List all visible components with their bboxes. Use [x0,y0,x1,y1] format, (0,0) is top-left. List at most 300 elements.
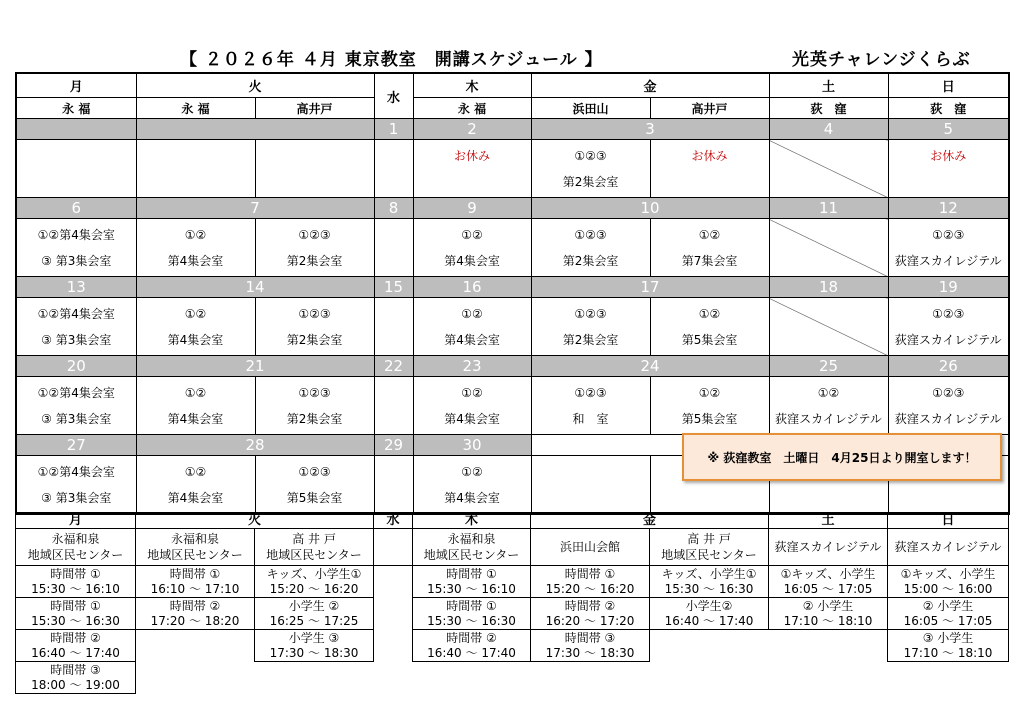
class-room [17,169,136,195]
date-cell-wed: 22 [374,356,413,377]
date-cell-sun: 19 [888,277,1009,298]
weekday-mon: 月 [16,73,136,98]
class-cell-sun [888,377,1009,435]
class-room: ③ 第3集会室 [41,253,112,268]
class-row [16,377,1009,435]
time-cell-mon [16,662,136,694]
date-cell-sat: 25 [769,356,888,377]
time-slot-label: 小学生② [685,598,733,613]
date-cell-sat: 11 [769,198,888,219]
date-cell-sun: 26 [888,356,1009,377]
class-slots [770,143,888,169]
class-cell-fri2 [650,140,769,198]
date-cell-mon [16,119,136,140]
class-slots [375,380,413,406]
time-slot-label: 時間帯 ① [50,598,101,613]
class-slots: ①② [698,385,721,400]
class-cell-mon [16,219,136,277]
location-sat: 荻 窪 [769,98,888,119]
class-room: 荻窪スカイレジテル [894,332,1002,347]
date-cell-mon: 13 [16,277,136,298]
class-slots: ①②③ [298,385,331,400]
class-slots: ①② [461,464,483,479]
class-slots: ①② [184,227,207,242]
class-cell-mon [16,377,136,435]
class-cell-thu [413,456,531,515]
class-cell-fri1 [531,140,650,198]
class-slots: ①② [817,385,840,400]
class-room [256,169,374,195]
class-room: 第4集会室 [167,253,224,268]
time-cell-sat [769,662,888,694]
class-slots: ①②③ [932,306,965,321]
date-row [16,119,1009,140]
class-cell-wed [374,298,413,356]
time-range: 17:10 ～ 18:10 [903,645,993,660]
class-room: 第2集会室 [562,253,619,268]
time-cell-tue2 [255,662,374,694]
date-cell-wed: 1 [374,119,413,140]
time-range: 15:30 ～ 16:30 [427,613,516,628]
venue-fri1 [531,529,650,566]
venue-tue1 [136,529,255,566]
class-slots [375,222,413,248]
time-slot-label: 時間帯 ① [50,566,101,581]
class-room [414,169,531,195]
time-slot-row [16,598,1009,630]
date-row [16,198,1009,219]
class-room [375,327,413,353]
venue-sat [769,529,888,566]
time-slot-row [16,566,1009,598]
time-cell-fri2 [650,630,769,662]
class-slots [256,143,374,169]
time-slot-label: 時間帯 ② [446,630,497,645]
location-fri-2: 高井戸 [650,98,769,119]
tt-weekday-sat: 土 [769,513,888,529]
time-range: 16:40 ～ 17:40 [664,613,754,628]
class-cell-tue2 [255,377,374,435]
class-cell-tue1 [136,456,255,515]
class-slots: ①②第4集会室 [37,227,115,242]
time-slot-label: 時間帯 ③ [564,630,616,645]
class-slots: ①②③ [298,306,331,321]
venue-line: 地域区民センター [423,548,520,562]
class-slots: ①② [461,306,483,321]
class-cell-thu [413,140,531,198]
class-slots: ①②第4集会室 [37,385,115,400]
time-slot-label: 小学生 ③ [288,630,340,645]
class-cell-sat [769,377,888,435]
class-room: 第5集会室 [286,490,343,505]
tt-weekday-fri: 金 [531,513,769,529]
date-cell-thu: 30 [413,435,531,456]
time-slot-row [16,630,1009,662]
time-cell-tue2 [255,630,374,662]
time-range: 15:30 ～ 16:30 [31,613,120,628]
class-slots: ①②③ [298,227,331,242]
class-room: ③ 第3集会室 [41,490,112,505]
time-slot-label: 時間帯 ① [446,598,497,613]
class-room: 第2集会室 [286,411,343,426]
time-cell-fri1 [531,598,650,630]
time-slot-label: 時間帯 ② [564,598,616,613]
time-range: 17:30 ～ 18:30 [269,645,359,660]
weekday-fri: 金 [531,73,769,98]
weekday-tue: 火 [136,73,374,98]
date-cell-fri: 17 [531,277,769,298]
venue-line: 永福和泉 [447,532,496,546]
class-cell-sun [888,219,1009,277]
class-slots: ①②③ [574,306,607,321]
venue-line: 荻窪スカイレジテル [894,540,1002,554]
time-cell-tue1 [136,598,255,630]
class-room: 第4集会室 [444,411,500,426]
class-room: ③ 第3集会室 [41,332,112,347]
time-range: 15:20 ～ 16:20 [545,581,635,596]
class-room: 和 室 [572,411,609,426]
location-fri-1: 浜田山 [531,98,650,119]
time-cell-tue1 [136,662,255,694]
class-cell-tue1 [136,219,255,277]
class-room: 第5集会室 [681,332,738,347]
tt-weekday-mon: 月 [16,513,136,529]
class-slots [770,301,888,327]
class-room [375,485,413,511]
class-room [889,169,1009,195]
time-table-header-row [16,513,1009,529]
time-range: 18:00 ～ 19:00 [31,677,120,692]
class-slots: ①② [461,385,483,400]
date-cell-tue: 28 [136,435,374,456]
time-slot-label: ③ 小学生 [922,630,974,645]
time-cell-tue2 [255,566,374,598]
date-cell-tue: 7 [136,198,374,219]
class-room [375,248,413,274]
venue-line: 地域区民センター [661,548,757,562]
time-slot-label: 時間帯 ① [564,566,616,581]
time-slot-row [16,662,1009,694]
time-range: 16:05 ～ 17:05 [783,581,873,596]
time-range: 16:25 ～ 17:25 [269,613,359,628]
class-cell-fri2 [650,298,769,356]
date-cell-mon: 20 [16,356,136,377]
time-cell-fri2 [650,662,769,694]
date-cell-fri: 24 [531,356,769,377]
class-room: 荻窪スカイレジテル [894,253,1002,268]
class-cell-thu [413,219,531,277]
venue-line: 地域区民センター [266,548,362,562]
class-slots [137,143,255,169]
date-row [16,277,1009,298]
class-room [889,485,1009,511]
tt-weekday-wed: 水 [374,513,413,529]
class-cell-wed [374,219,413,277]
date-cell-sun: 5 [888,119,1009,140]
time-cell-thu [413,630,531,662]
class-cell-mon [16,140,136,198]
time-cell-thu [413,598,531,630]
class-room: 荻窪スカイレジテル [775,411,882,426]
class-cell-fri1 [531,219,650,277]
time-range: 17:10 ～ 18:10 [783,613,873,628]
class-cell-mon [16,298,136,356]
class-row [16,219,1009,277]
location-mon: 永 福 [16,98,136,119]
class-slots: お休み [930,148,967,163]
time-cell-sun [888,662,1009,694]
class-cell-sat [769,298,888,356]
location-header-row [16,98,1009,119]
class-cell-wed [374,456,413,515]
venue-tue2 [255,529,374,566]
class-slots: ①②第4集会室 [37,464,115,479]
page-title: 【 ２０２６年 ４月 東京教室 開講スケジュール 】 [180,50,603,70]
class-room [532,485,650,511]
class-cell-sat [769,140,888,198]
class-slots: ①②第4集会室 [37,306,115,321]
time-cell-thu [413,662,531,694]
class-cell-fri1 [531,456,650,515]
class-room [137,169,255,195]
date-cell-tue: 21 [136,356,374,377]
class-slots: ①②③ [574,148,607,163]
venue-line: 地域区民センター [147,548,243,562]
class-slots [375,459,413,485]
time-slot-label: キッズ、小学生① [266,566,362,581]
venue-line: 永福和泉 [51,532,100,546]
class-cell-sat [769,219,888,277]
class-cell-tue1 [136,377,255,435]
date-cell-thu: 16 [413,277,531,298]
class-slots: ①② [461,227,483,242]
class-slots: ①② [698,227,721,242]
time-cell-sat [769,598,888,630]
notice-box: ※ 荻窪教室 土曜日 4月25日より開室します！ [682,433,1002,481]
class-cell-tue2 [255,456,374,515]
time-range: 15:00 ～ 16:00 [903,581,993,596]
date-cell-fri: 10 [531,198,769,219]
venue-line: 浜田山会館 [560,540,621,554]
time-cell-mon [16,566,136,598]
time-slot-label: 時間帯 ① [446,566,497,581]
time-slot-label: 時間帯 ② [50,630,101,645]
class-room [651,485,769,511]
class-cell-tue2 [255,298,374,356]
class-slots [375,143,413,169]
time-cell-sun [888,598,1009,630]
class-room: 第2集会室 [562,174,619,189]
class-slots [770,222,888,248]
class-slots: ①②③ [298,464,331,479]
date-cell-fri: 3 [531,119,769,140]
time-range: 15:30 ～ 16:30 [664,581,754,596]
date-cell-wed: 29 [374,435,413,456]
location-tue-1: 永 福 [136,98,255,119]
time-cell-sun [888,630,1009,662]
time-slot-label: ①キッズ、小学生 [780,566,876,581]
date-cell-mon: 27 [16,435,136,456]
time-cell-tue1 [136,630,255,662]
class-room: 第4集会室 [167,490,224,505]
class-slots: ①②③ [932,385,965,400]
date-cell-sat: 4 [769,119,888,140]
class-room: 第4集会室 [444,332,500,347]
time-table [15,512,1009,694]
class-room: 第4集会室 [444,490,500,505]
class-room: 第7集会室 [681,253,738,268]
class-room: 第2集会室 [286,253,343,268]
class-cell-mon [16,456,136,515]
organization-name: 光英チャレンジくらぶ [792,50,971,70]
time-range: 15:30 ～ 16:10 [31,581,120,596]
class-cell-tue2 [255,219,374,277]
class-slots: ①② [184,464,207,479]
venue-line: 地域区民センター [27,548,124,562]
class-cell-sun [888,298,1009,356]
weekday-header-row [16,73,1009,98]
class-slots: ①②③ [932,227,965,242]
class-slots: ①②③ [574,227,607,242]
date-cell-thu: 2 [413,119,531,140]
venue-line: 高 井 戸 [292,532,336,546]
time-cell-mon [16,598,136,630]
venue-mon [16,529,136,566]
tt-weekday-tue: 火 [136,513,374,529]
class-cell-wed [374,377,413,435]
time-range: 16:20 ～ 17:20 [545,613,635,628]
class-room: 第4集会室 [167,332,224,347]
time-slot-label: キッズ、小学生① [661,566,757,581]
class-cell-wed [374,140,413,198]
date-cell-tue [136,119,374,140]
class-room [375,406,413,432]
class-room: 第2集会室 [562,332,619,347]
time-cell-tue2 [255,598,374,630]
weekday-sun: 日 [888,73,1009,98]
class-row [16,298,1009,356]
time-slot-label: 小学生 ② [288,598,340,613]
venue-sun [888,529,1009,566]
weekday-wed: 水 [374,73,413,119]
weekday-thu: 木 [413,73,531,98]
time-slot-label: 時間帯 ③ [50,662,101,677]
time-range: 17:20 ～ 18:20 [150,613,240,628]
time-range: 15:20 ～ 16:20 [269,581,359,596]
time-cell-sun [888,566,1009,598]
class-room [375,169,413,195]
date-cell-sun: 12 [888,198,1009,219]
weekday-sat: 土 [769,73,888,98]
class-cell-sun [888,140,1009,198]
tt-weekday-thu: 木 [413,513,531,529]
class-cell-fri2 [650,219,769,277]
class-cell-fri1 [531,377,650,435]
date-cell-wed: 15 [374,277,413,298]
venue-line: 永福和泉 [170,532,219,546]
class-slots [375,301,413,327]
class-cell-tue1 [136,298,255,356]
time-cell-sat [769,566,888,598]
class-cell-tue1 [136,140,255,198]
class-slots: お休み [454,148,491,163]
time-cell-sat [769,630,888,662]
time-cell-thu [413,566,531,598]
date-row [16,356,1009,377]
venue-line: 荻窪スカイレジテル [774,540,882,554]
date-cell-thu: 23 [413,356,531,377]
date-cell-mon: 6 [16,198,136,219]
location-tue-2: 高井戸 [255,98,374,119]
time-range: 16:40 ～ 17:40 [31,645,120,660]
class-room: 第5集会室 [681,411,738,426]
class-cell-thu [413,377,531,435]
class-room [770,169,888,195]
venue-line: 高 井 戸 [687,532,731,546]
class-slots [532,459,650,485]
date-cell-sat: 18 [769,277,888,298]
time-range: 16:10 ～ 17:10 [150,581,240,596]
class-cell-fri2 [650,377,769,435]
class-room: ③ 第3集会室 [41,411,112,426]
class-room [770,485,888,511]
time-cell-fri1 [531,630,650,662]
time-cell-tue1 [136,566,255,598]
time-slot-label: 時間帯 ① [169,566,221,581]
time-cell-fri1 [531,566,650,598]
location-sun: 荻 窪 [888,98,1009,119]
venue-wed [374,529,413,566]
time-cell-mon [16,630,136,662]
class-room: 第2集会室 [286,332,343,347]
class-slots: お休み [691,148,728,163]
time-range: 16:05 ～ 17:05 [903,613,993,628]
class-room [651,169,769,195]
class-cell-fri1 [531,298,650,356]
class-slots: ①②③ [574,385,607,400]
class-slots: ①② [184,385,207,400]
class-room [770,248,888,274]
class-cell-tue2 [255,140,374,198]
venue-fri2 [650,529,769,566]
time-range: 16:40 ～ 17:40 [427,645,516,660]
time-slot-label: 時間帯 ② [169,598,221,613]
venue-thu [413,529,531,566]
class-row [16,140,1009,198]
class-slots [17,143,136,169]
location-thu: 永 福 [413,98,531,119]
time-slot-label: ② 小学生 [802,598,854,613]
class-slots: ①② [698,306,721,321]
class-room [770,327,888,353]
time-slot-label: ② 小学生 [922,598,974,613]
class-room: 第4集会室 [167,411,224,426]
class-room: 第4集会室 [444,253,500,268]
time-range: 15:30 ～ 16:10 [427,581,516,596]
time-slot-label: ①キッズ、小学生 [900,566,996,581]
class-room: 荻窪スカイレジテル [894,411,1002,426]
venue-row [16,529,1009,566]
tt-weekday-sun: 日 [888,513,1009,529]
time-cell-fri2 [650,598,769,630]
date-cell-thu: 9 [413,198,531,219]
time-cell-fri1 [531,662,650,694]
class-slots: ①② [184,306,207,321]
time-cell-wed [374,566,413,694]
class-cell-thu [413,298,531,356]
time-cell-fri2 [650,566,769,598]
time-range: 17:30 ～ 18:30 [545,645,635,660]
